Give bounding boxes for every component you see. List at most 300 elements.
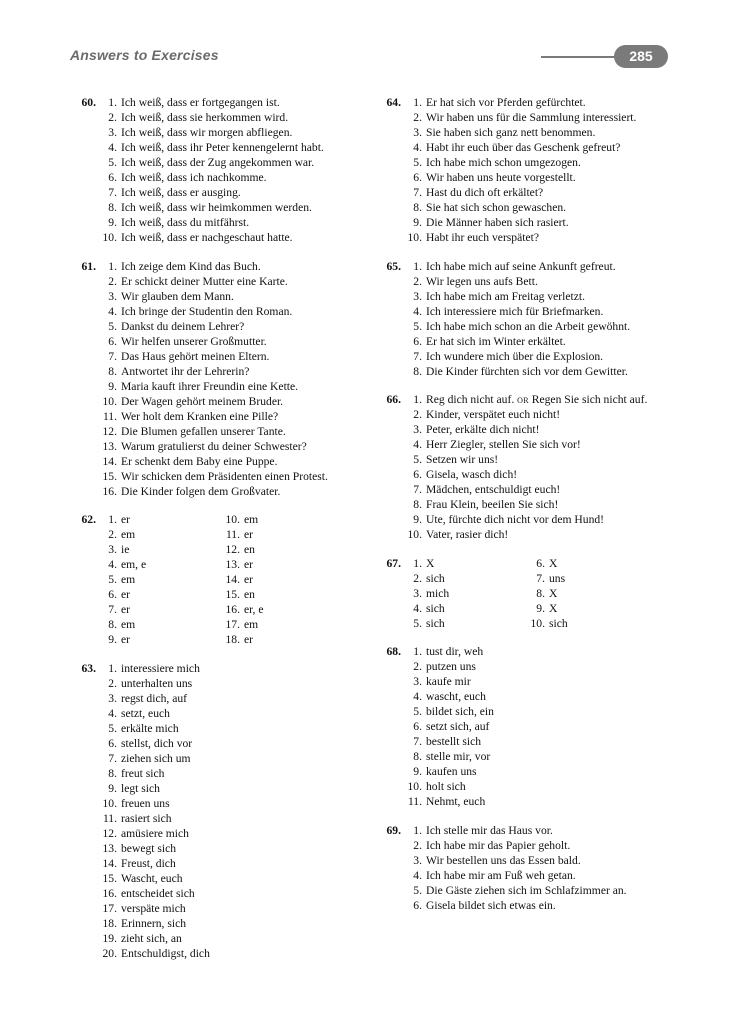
item-text: Ich bringe der Studentin den Roman. (121, 304, 293, 318)
item-text: Wir bestellen uns das Essen bald. (426, 853, 581, 867)
item-text: X (426, 556, 435, 570)
item-text: Ich weiß, dass ihr Peter kennengelernt habt. (121, 141, 324, 154)
item-text: freut sich (121, 766, 165, 780)
item-number: 5. (413, 883, 422, 897)
item-text: Wir haben uns für die Sammlung interessiert. (426, 111, 637, 124)
item-number: 2. (108, 528, 117, 541)
item-text: legt sich (121, 781, 160, 795)
item-number: 8. (108, 364, 117, 378)
item-text: tust dir, weh (426, 645, 484, 658)
answer-item (365, 497, 695, 512)
item-text: Wir haben uns heute vorgestellt. (426, 171, 576, 184)
item-number: 18. (102, 916, 117, 930)
item-text: Der Wagen gehört meinem Bruder. (121, 394, 284, 408)
answer-item (60, 856, 380, 871)
item-number: 11. (102, 409, 117, 423)
item-number: 9. (108, 633, 117, 646)
item-number: 9. (413, 216, 422, 229)
answer-item (365, 734, 695, 749)
answer-item (365, 644, 695, 659)
item-text: Habt ihr euch über das Geschenk gefreut? (426, 141, 621, 154)
item-number: 4. (413, 304, 422, 318)
item-text: Hast du dich oft erkältet? (426, 186, 544, 199)
item-text: Sie haben sich ganz nett benommen. (426, 126, 596, 139)
item-text: Wer holt dem Kranken eine Pille? (121, 409, 279, 423)
item-text: Warum gratulierst du deiner Schwester? (121, 439, 307, 453)
answer-item (365, 304, 695, 319)
item-text: Ich stelle mir das Haus vor. (426, 823, 553, 837)
item-number: 12. (225, 543, 240, 556)
item-text: en (244, 588, 255, 601)
answer-item (365, 452, 695, 467)
item-text: Er schickt deiner Mutter eine Karte. (121, 274, 288, 288)
item-number: 8. (413, 498, 422, 511)
item-number: 7. (413, 483, 422, 496)
exercise-number: 60. (81, 96, 96, 109)
answer-item (365, 422, 695, 437)
item-number: 11. (102, 811, 117, 825)
item-text: Gisela, wasch dich! (426, 468, 518, 481)
item-text: sich (426, 571, 445, 585)
grid-row (365, 601, 695, 616)
answer-item (365, 230, 695, 245)
answer-item (365, 467, 695, 482)
item-text: em (244, 618, 259, 631)
answer-item (60, 125, 380, 140)
item-text (426, 392, 647, 408)
item-text: Habt ihr euch verspätet? (426, 231, 539, 244)
item-number: 1. (108, 661, 117, 675)
item-number: 5. (108, 721, 117, 735)
answer-item (60, 676, 380, 691)
item-number: 9. (413, 765, 422, 778)
item-text: Er schenkt dem Baby eine Puppe. (121, 454, 278, 468)
right-column (365, 95, 695, 926)
item-text: verspäte mich (121, 901, 186, 915)
item-number: 7. (108, 349, 117, 363)
grid-row (60, 512, 380, 527)
grid-row (60, 632, 380, 647)
item-number: 6. (413, 898, 422, 912)
item-number: 3. (413, 675, 422, 688)
page-number-badge: 285 (614, 45, 668, 68)
item-number: 9. (413, 513, 422, 526)
header-rule (541, 56, 621, 58)
item-text: Ich weiß, dass wir heimkommen werden. (121, 201, 312, 214)
answer-item (365, 853, 695, 868)
answer-item (365, 779, 695, 794)
item-text: ziehen sich um (121, 751, 191, 765)
item-number: 3. (413, 586, 422, 600)
item-text: er (121, 633, 131, 646)
item-text: er (244, 528, 254, 541)
answer-item (60, 155, 380, 170)
item-number: 6. (536, 556, 545, 570)
exercise-number: 69. (386, 823, 401, 837)
exercise-63 (60, 661, 380, 961)
item-number: 3. (108, 691, 117, 705)
answer-item (365, 319, 695, 334)
item-text: Ich weiß, dass er nachgeschaut hatte. (121, 231, 293, 244)
answer-item (60, 424, 380, 439)
answer-item (365, 883, 695, 898)
item-number: 16. (102, 484, 117, 498)
exercise-number: 63. (81, 661, 96, 675)
answer-item (365, 95, 695, 110)
item-text: interessiere mich (121, 661, 200, 675)
answer-item (365, 274, 695, 289)
answer-item (365, 110, 695, 125)
item-number: 5. (108, 573, 117, 586)
answer-item (60, 259, 380, 274)
item-number: 6. (413, 720, 422, 733)
item-text: amüsiere mich (121, 826, 189, 840)
answer-item (60, 110, 380, 125)
answer-item (60, 721, 380, 736)
item-number: 13. (102, 841, 117, 855)
answer-item (365, 349, 695, 364)
item-text: er, e (244, 603, 264, 616)
item-number: 1. (413, 645, 422, 658)
item-number: 4. (413, 141, 422, 154)
answer-item (365, 140, 695, 155)
item-text: Die Männer haben sich rasiert. (426, 216, 569, 229)
item-text: er (244, 573, 254, 586)
item-number: 8. (413, 201, 422, 214)
answer-text: Reg dich nicht auf. (426, 393, 515, 406)
item-number: 18. (225, 633, 240, 646)
exercise-65 (365, 259, 695, 379)
grid-row (365, 586, 695, 601)
grid-row (60, 572, 380, 587)
answer-item (60, 886, 380, 901)
answer-item (365, 868, 695, 883)
item-text: stelle mir, vor (426, 750, 491, 763)
answer-item (60, 454, 380, 469)
item-number: 12. (102, 424, 117, 438)
exercise-number: 65. (386, 259, 401, 273)
item-text: Wir legen uns aufs Bett. (426, 274, 538, 288)
item-text: kaufen uns (426, 765, 477, 778)
item-text: Ich weiß, dass er ausging. (121, 186, 241, 199)
item-number: 1. (413, 96, 422, 109)
item-text: freuen uns (121, 796, 170, 810)
answer-item (60, 484, 380, 499)
item-number: 10. (102, 796, 117, 810)
running-header-title: Answers to Exercises (70, 47, 219, 63)
item-text: Ute, fürchte dich nicht vor dem Hund! (426, 513, 605, 526)
exercise-68 (365, 644, 695, 809)
item-number: 2. (413, 111, 422, 124)
answer-item (60, 170, 380, 185)
item-number: 1. (108, 96, 117, 109)
item-number: 2. (413, 571, 422, 585)
answer-item (365, 704, 695, 719)
item-text: er (244, 558, 254, 571)
item-number: 4. (413, 868, 422, 882)
answer-item (60, 230, 380, 245)
item-number: 4. (108, 304, 117, 318)
item-text: stellst, dich vor (121, 736, 193, 750)
answer-item (60, 274, 380, 289)
item-text: Die Gäste ziehen sich im Schlafzimmer an. (426, 883, 627, 897)
item-text: Wir schicken dem Präsidenten einen Protest. (121, 469, 328, 483)
item-number: 1. (413, 259, 422, 273)
answer-item (60, 766, 380, 781)
item-text: putzen uns (426, 660, 476, 673)
item-text: wascht, euch (426, 690, 486, 703)
item-text: Er hat sich im Winter erkältet. (426, 334, 566, 348)
answer-item (365, 719, 695, 734)
grid-row (60, 542, 380, 557)
answer-item (365, 334, 695, 349)
item-text: Er hat sich vor Pferden gefürchtet. (426, 96, 586, 109)
item-text: Nehmt, euch (426, 795, 486, 808)
item-number: 10. (530, 616, 545, 630)
item-text: zieht sich, an (121, 931, 182, 945)
item-number: 9. (536, 601, 545, 615)
exercise-60 (60, 95, 380, 245)
grid-row (60, 587, 380, 602)
or-label: OR (517, 396, 529, 405)
item-text: er (121, 588, 131, 601)
answer-item (365, 289, 695, 304)
exercise-number: 64. (386, 96, 401, 109)
answer-item (365, 527, 695, 542)
item-number: 5. (108, 319, 117, 333)
item-text: bewegt sich (121, 841, 177, 855)
answer-item (60, 304, 380, 319)
item-number: 8. (536, 586, 545, 600)
item-text: Ich weiß, dass der Zug angekommen war. (121, 156, 315, 169)
answer-item (60, 901, 380, 916)
grid-row (60, 617, 380, 632)
item-number: 6. (108, 588, 117, 601)
exercise-67 (365, 556, 695, 631)
answer-item (60, 95, 380, 110)
item-text: Ich weiß, dass er fortgegangen ist. (121, 96, 280, 109)
item-text: erkälte mich (121, 721, 179, 735)
item-text: Ich habe mich auf seine Ankunft gefreut. (426, 259, 616, 273)
item-text: sich (426, 601, 445, 615)
item-number: 8. (108, 201, 117, 214)
item-text: Ich interessiere mich für Briefmarken. (426, 304, 604, 318)
answer-item (365, 407, 695, 422)
answer-item (365, 170, 695, 185)
item-text: rasiert sich (121, 811, 172, 825)
answer-item (365, 392, 695, 407)
grid-row (365, 571, 695, 586)
answer-grid (365, 556, 695, 631)
item-text: em (244, 513, 259, 526)
item-number: 5. (413, 705, 422, 718)
item-text: setzt sich, auf (426, 720, 490, 733)
answer-item (60, 661, 380, 676)
item-text: Ich weiß, dass ich nachkomme. (121, 171, 267, 184)
answer-item (60, 469, 380, 484)
answer-item (60, 409, 380, 424)
item-number: 19. (102, 931, 117, 945)
item-number: 9. (108, 781, 117, 795)
item-text: em, e (121, 558, 147, 571)
answer-item (60, 946, 380, 961)
item-number: 4. (413, 438, 422, 451)
answer-item (60, 140, 380, 155)
item-number: 17. (225, 618, 240, 631)
answer-item (365, 823, 695, 838)
item-text: kaufe mir (426, 675, 471, 688)
item-number: 9. (108, 216, 117, 229)
item-number: 15. (102, 469, 117, 483)
answer-text: Regen Sie sich nicht auf. (531, 393, 648, 406)
answer-item (60, 796, 380, 811)
item-number: 3. (108, 126, 117, 139)
item-number: 2. (413, 408, 422, 421)
answer-item (60, 916, 380, 931)
exercise-number: 62. (81, 513, 96, 526)
item-text: mich (426, 586, 450, 600)
item-text: Ich habe mir das Papier geholt. (426, 838, 571, 852)
item-number: 6. (413, 334, 422, 348)
item-text: Mädchen, entschuldigt euch! (426, 483, 561, 496)
item-number: 10. (225, 513, 240, 526)
item-number: 15. (225, 588, 240, 601)
item-text: Erinnern, sich (121, 916, 187, 930)
grid-row (365, 616, 695, 631)
item-text: sich (426, 616, 445, 630)
item-text: Ich weiß, dass wir morgen abfliegen. (121, 126, 293, 139)
item-text: er (244, 633, 254, 646)
answer-item (365, 215, 695, 230)
item-text: Ich habe mich schon umgezogen. (426, 156, 581, 169)
item-text: X (549, 601, 558, 615)
item-number: 13. (225, 558, 240, 571)
item-text: uns (549, 571, 566, 585)
item-text: em (121, 528, 136, 541)
answer-item (60, 334, 380, 349)
item-number: 15. (102, 871, 117, 885)
item-number: 5. (413, 156, 422, 169)
answer-item (365, 898, 695, 913)
answer-item (365, 838, 695, 853)
item-number: 10. (102, 231, 117, 244)
item-text: unterhalten uns (121, 676, 193, 690)
item-number: 1. (108, 513, 117, 526)
item-text: Frau Klein, beeilen Sie sich! (426, 498, 559, 511)
answer-item (60, 706, 380, 721)
answer-item (60, 736, 380, 751)
item-number: 11. (225, 528, 240, 541)
item-text: Ich weiß, dass sie herkommen wird. (121, 111, 289, 124)
item-number: 5. (108, 156, 117, 169)
exercise-number: 68. (386, 645, 401, 658)
exercise-61 (60, 259, 380, 499)
exercise-number: 61. (81, 259, 96, 273)
item-number: 5. (413, 616, 422, 630)
item-text: Die Kinder folgen dem Großvater. (121, 484, 281, 498)
item-text: regst dich, auf (121, 691, 187, 705)
exercise-number: 66. (386, 393, 401, 406)
item-number: 11. (407, 795, 422, 808)
answer-item (365, 749, 695, 764)
item-number: 10. (407, 780, 422, 793)
item-text: Wir helfen unserer Großmutter. (121, 334, 267, 348)
item-number: 7. (413, 186, 422, 199)
grid-row (60, 602, 380, 617)
item-number: 6. (108, 171, 117, 184)
item-text: X (549, 556, 558, 570)
answer-item (365, 659, 695, 674)
item-number: 4. (108, 558, 117, 571)
item-number: 6. (413, 171, 422, 184)
item-text: Ich weiß, dass du mitfährst. (121, 216, 250, 229)
item-number: 1. (413, 393, 422, 406)
answer-item (365, 200, 695, 215)
item-text: Ich habe mir am Fuß weh getan. (426, 868, 576, 882)
item-text: Maria kauft ihrer Freundin eine Kette. (121, 379, 299, 393)
answer-item (60, 394, 380, 409)
answer-item (365, 674, 695, 689)
answer-item (365, 689, 695, 704)
answer-item (365, 512, 695, 527)
answer-item (60, 289, 380, 304)
item-number: 3. (413, 126, 422, 139)
item-text: Das Haus gehört meinen Eltern. (121, 349, 270, 363)
item-text: Antwortet ihr der Lehrerin? (121, 364, 250, 378)
item-number: 3. (108, 289, 117, 303)
item-number: 14. (225, 573, 240, 586)
item-text: em (121, 573, 136, 586)
answer-item (60, 841, 380, 856)
item-text: entscheidet sich (121, 886, 195, 900)
item-number: 5. (413, 319, 422, 333)
grid-row (365, 556, 695, 571)
item-number: 7. (536, 571, 545, 585)
item-text: holt sich (426, 780, 466, 793)
answer-item (365, 259, 695, 274)
exercise-62 (60, 512, 380, 647)
item-number: 7. (108, 186, 117, 199)
answer-item (60, 200, 380, 215)
answer-item (60, 781, 380, 796)
item-text: sich (549, 616, 568, 630)
exercise-64 (365, 95, 695, 245)
answer-item (365, 364, 695, 379)
grid-row (60, 557, 380, 572)
item-number: 13. (102, 439, 117, 453)
item-number: 10. (102, 394, 117, 408)
item-number: 7. (413, 349, 422, 363)
item-number: 12. (102, 826, 117, 840)
item-number: 3. (413, 423, 422, 436)
answer-item (60, 364, 380, 379)
answer-item (60, 871, 380, 886)
answer-item (60, 319, 380, 334)
item-text: Die Kinder fürchten sich vor dem Gewitter. (426, 364, 628, 378)
item-number: 2. (108, 111, 117, 124)
answer-item (365, 764, 695, 779)
item-number: 8. (108, 766, 117, 780)
item-number: 3. (108, 543, 117, 556)
item-text: Sie hat sich schon gewaschen. (426, 201, 567, 214)
item-text: Ich zeige dem Kind das Buch. (121, 259, 261, 273)
answer-item (60, 691, 380, 706)
item-number: 14. (102, 454, 117, 468)
item-number: 1. (108, 259, 117, 273)
item-text: setzt, euch (121, 706, 170, 720)
exercise-66 (365, 392, 695, 542)
item-text: Dankst du deinem Lehrer? (121, 319, 245, 333)
